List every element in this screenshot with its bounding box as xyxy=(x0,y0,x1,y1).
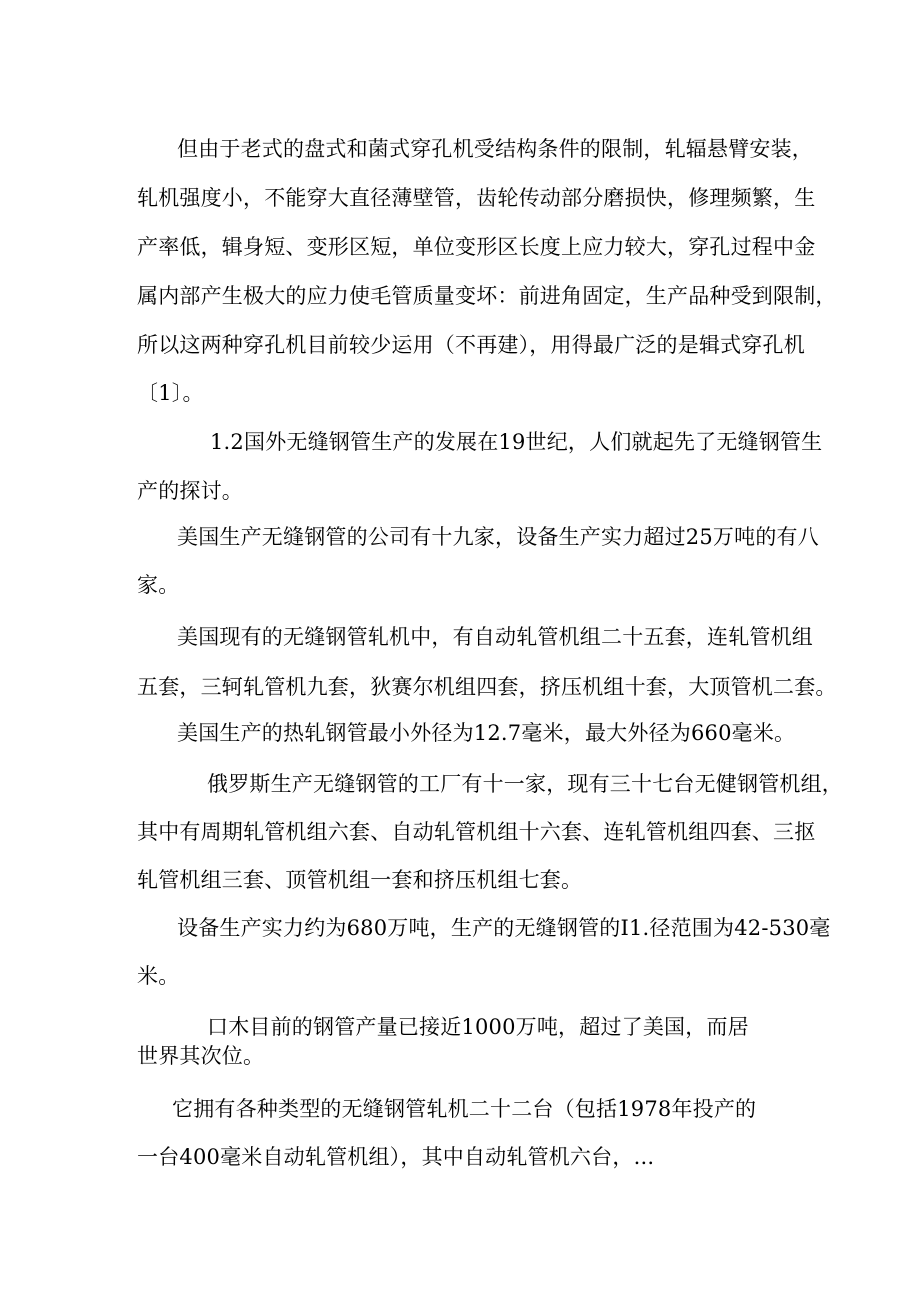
paragraph-line: 属内部产生极大的应力使毛管质量变坏：前进角固定，生产品种受到限制， xyxy=(137,284,837,308)
paragraph-line: 世界其次位。 xyxy=(137,1044,265,1068)
paragraph-line: 轧管机组三套、顶管机组一套和挤压机组七套。 xyxy=(137,868,583,892)
paragraph-line: 其中有周期轧管机组六套、自动轧管机组十六套、连轧管机组四套、三抠 xyxy=(137,820,816,844)
paragraph-line: 设备生产实力约为680万吨，生产的无缝钢管的I1.径范围为42-530毫 xyxy=(177,916,831,940)
paragraph-line: 一台400毫米自动轧管机组），其中自动轧管机六台，... xyxy=(137,1145,655,1169)
paragraph-line: 产率低，辑身短、变形区短，单位变形区长度上应力较大，穿孔过程中金 xyxy=(137,235,816,259)
paragraph-line: 轧机强度小，不能穿大直径薄壁管，齿轮传动部分磨损快，修理频繁，生 xyxy=(137,186,816,210)
paragraph-line: 美国生产无缝钢管的公司有十九家，设备生产实力超过25万吨的有八 xyxy=(177,525,819,549)
paragraph-line: 它拥有各种类型的无缝钢管轧机二十二台（包括1978年投产的 xyxy=(172,1097,757,1121)
paragraph-line: 俄罗斯生产无缝钢管的工厂有十一家，现有三十七台无健钢管机组， xyxy=(207,772,843,796)
paragraph-line: 美国生产的热轧钢管最小外径为12.7毫米，最大外径为660毫米。 xyxy=(177,721,796,745)
paragraph-line: 所以这两种穿孔机目前较少运用（不再建），用得最广泛的是辑式穿孔机 xyxy=(137,333,805,357)
paragraph-line: 美国现有的无缝钢管轧机中，有自动轧管机组二十五套，连轧管机组 xyxy=(177,625,813,649)
paragraph-line: 口木目前的钢管产量已接近1000万吨，超过了美国，而居 xyxy=(207,1015,749,1039)
citation-line: 〔1〕。 xyxy=(137,381,204,405)
paragraph-line: 米。 xyxy=(137,964,180,988)
section-heading-line: 1.2国外无缝钢管生产的发展在19世纪，人们就起先了无缝钢管生 xyxy=(210,430,823,454)
paragraph-line: 但由于老式的盘式和菌式穿孔机受结构条件的限制，轧辐悬臂安装， xyxy=(177,137,813,161)
paragraph-line: 五套，三轲轧管机九套，狄赛尔机组四套，挤压机组十套，大顶管机二套。 xyxy=(137,675,837,699)
paragraph-line: 产的探讨。 xyxy=(137,479,243,503)
paragraph-line: 家。 xyxy=(137,573,180,597)
